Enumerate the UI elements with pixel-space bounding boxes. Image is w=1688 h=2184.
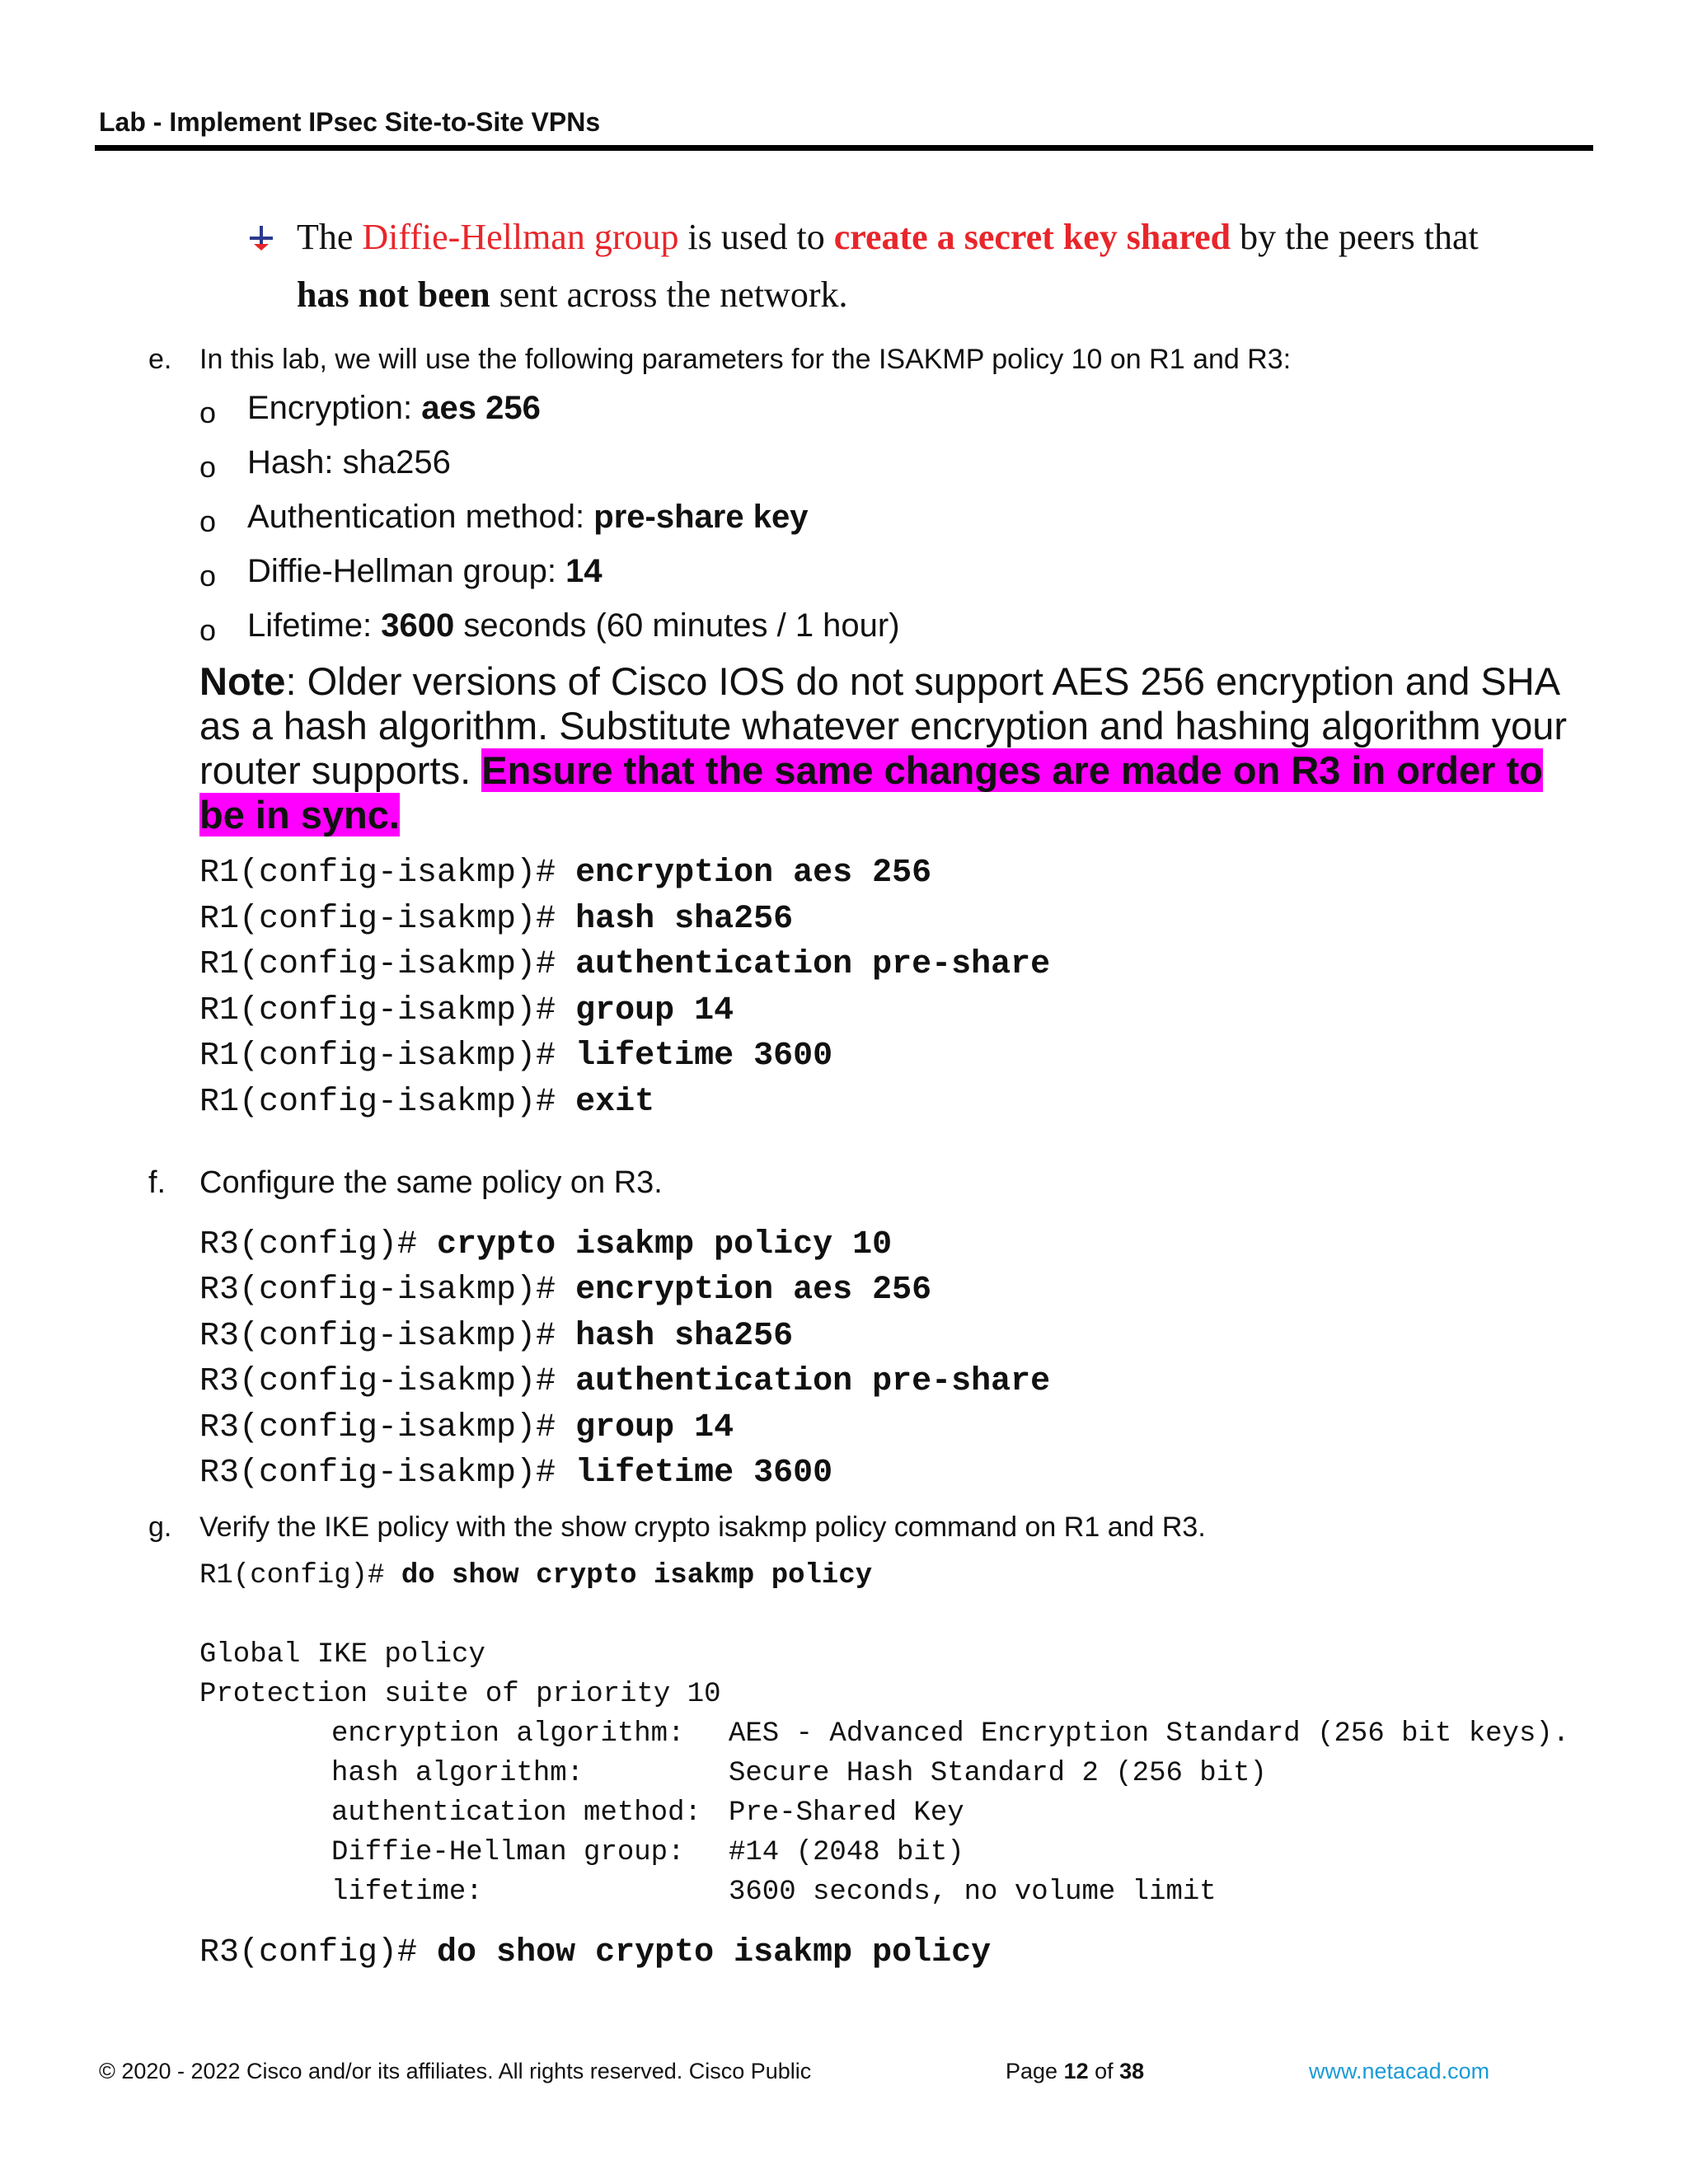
output-value: AES - Advanced Encryption Standard (256 bit keys). [729, 1718, 1570, 1750]
code-line: R1(config-isakmp)# group 14 [199, 992, 734, 1029]
code-line: R1(config-isakmp)# exit [199, 1084, 655, 1121]
arrow-bullet-icon [247, 224, 275, 252]
step-f-letter: f. [148, 1165, 166, 1200]
output-value: #14 (2048 bit) [729, 1837, 964, 1868]
note-paragraph: Note: Older versions of Cisco IOS do not support AES 256 encryption and SHA as a hash algorithm. Substitute whatever encryption and hashing algorithm your router supports. Ensure that the same changes are made on R3 in order to be in sync. [199, 659, 1567, 837]
footer-copyright: © 2020 - 2022 Cisco and/or its affiliates. All rights reserved. Cisco Public [99, 2059, 812, 2083]
param-lifetime: Lifetime: 3600 seconds (60 minutes / 1 hour) [247, 607, 900, 644]
code-line: R3(config-isakmp)# encryption aes 256 [199, 1272, 932, 1309]
param-bullet: o [199, 450, 217, 484]
output-value: Pre-Shared Key [729, 1797, 964, 1829]
param-bullet: o [199, 396, 217, 429]
step-g-letter: g. [148, 1511, 172, 1543]
code-line: R3(config)# crypto isakmp policy 10 [199, 1226, 893, 1263]
code-line: R1(config-isakmp)# hash sha256 [199, 901, 794, 938]
output-label: authentication method: [331, 1797, 701, 1829]
output-label: encryption algorithm: [331, 1718, 685, 1750]
param-bullet: o [199, 559, 217, 593]
code-line: R1(config-isakmp)# lifetime 3600 [199, 1038, 833, 1075]
output-label: lifetime: [331, 1877, 483, 1908]
code-line: R3(config-isakmp)# hash sha256 [199, 1318, 794, 1355]
step-e-letter: e. [148, 344, 172, 375]
code-line: R3(config-isakmp)# authentication pre-share [199, 1363, 1051, 1400]
output-line: Global IKE policy [199, 1639, 485, 1671]
code-line: R3(config-isakmp)# lifetime 3600 [199, 1455, 833, 1492]
step-f-text: Configure the same policy on R3. [199, 1165, 663, 1200]
param-authentication: Authentication method: pre-share key [247, 499, 809, 535]
param-hash: Hash: sha256 [247, 444, 451, 480]
note-highlight: Ensure that the same changes are made on R3 in order to be in sync. [199, 748, 1543, 837]
footer-link[interactable]: www.netacad.com [1309, 2059, 1490, 2083]
header-divider [95, 145, 1593, 151]
code-line: R1(config)# do show crypto isakmp policy [199, 1560, 873, 1591]
param-encryption: Encryption: aes 256 [247, 390, 541, 426]
step-e-text: In this lab, we will use the following parameters for the ISAKMP policy 10 on R1 and R3: [199, 344, 1292, 375]
param-bullet: o [199, 613, 217, 647]
param-bullet: o [199, 504, 217, 538]
output-label: hash algorithm: [331, 1758, 584, 1789]
output-line: Protection suite of priority 10 [199, 1679, 721, 1710]
dh-note-line-1: The Diffie-Hellman group is used to create a secret key shared by the peers that [297, 217, 1479, 257]
output-value: Secure Hash Standard 2 (256 bit) [729, 1758, 1267, 1789]
code-line: R1(config-isakmp)# authentication pre-share [199, 946, 1051, 983]
output-value: 3600 seconds, no volume limit [729, 1877, 1217, 1908]
step-g-text: Verify the IKE policy with the show crypto isakmp policy command on R1 and R3. [199, 1511, 1206, 1543]
dh-note-line-2: has not been sent across the network. [297, 274, 848, 315]
param-dh-group: Diffie-Hellman group: 14 [247, 553, 603, 589]
code-line: R1(config-isakmp)# encryption aes 256 [199, 855, 932, 892]
footer-page-number: Page 12 of 38 [1006, 2059, 1145, 2083]
output-label: Diffie-Hellman group: [331, 1837, 685, 1868]
code-line: R3(config)# do show crypto isakmp policy [199, 1934, 992, 1971]
code-line: R3(config-isakmp)# group 14 [199, 1409, 734, 1446]
page-header-title: Lab - Implement IPsec Site-to-Site VPNs [99, 107, 601, 137]
